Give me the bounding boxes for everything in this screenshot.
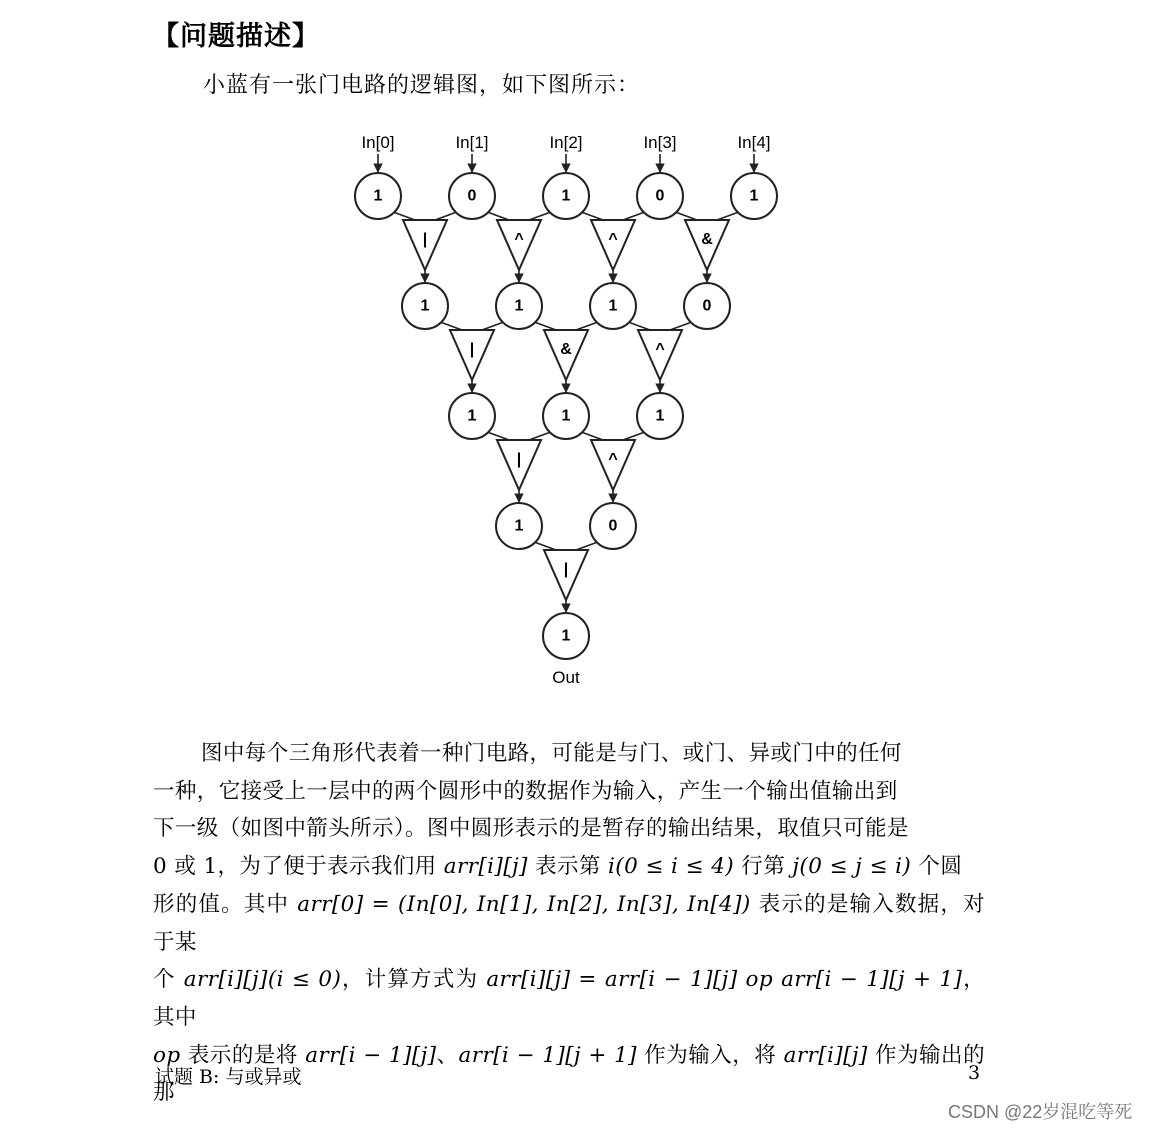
text-segment: ，计算方式为 bbox=[341, 967, 487, 993]
text-segment: 表示的是将 bbox=[180, 1042, 306, 1068]
input-label: In[1] bbox=[455, 133, 489, 152]
text-segment: 、 bbox=[436, 1042, 459, 1068]
value-node bbox=[543, 613, 589, 659]
math-arr0-def: arr[0] = (In[0], In[1], In[2], In[3], In[4]) bbox=[297, 891, 751, 917]
math-right-input: arr[i − 1][j + 1] bbox=[458, 1042, 637, 1068]
svg-text:&: & bbox=[560, 341, 572, 358]
gate-input-wire bbox=[536, 323, 556, 330]
gate-input-wire bbox=[576, 323, 596, 330]
svg-text:1: 1 bbox=[467, 407, 477, 425]
value-node bbox=[496, 283, 542, 329]
gate-input-wire bbox=[529, 433, 549, 440]
logic-gate-svg bbox=[320, 120, 820, 700]
input-label: In[4] bbox=[737, 133, 771, 152]
problem-description bbox=[153, 735, 985, 1112]
math-i-range: i(0 ≤ i ≤ 4) bbox=[608, 854, 735, 880]
svg-text:^: ^ bbox=[608, 231, 618, 248]
input-label: In[0] bbox=[361, 133, 395, 152]
svg-text:|: | bbox=[422, 231, 428, 248]
gate-input-wire bbox=[583, 433, 603, 440]
svg-text:1: 1 bbox=[608, 297, 618, 315]
gate-input-wire bbox=[536, 543, 556, 550]
body-line-2: 一种，它接受上一层中的两个圆形中的数据作为输入，产生一个输出值输出到 bbox=[153, 778, 898, 804]
gate-input-wire bbox=[489, 433, 509, 440]
value-node bbox=[402, 283, 448, 329]
text-segment: 个 bbox=[153, 967, 184, 993]
text-segment: 表示第 bbox=[527, 854, 609, 880]
svg-text:1: 1 bbox=[373, 187, 383, 205]
output-label: Out bbox=[552, 668, 580, 687]
gate-input-wire bbox=[529, 213, 549, 220]
value-node bbox=[449, 393, 495, 439]
svg-text:^: ^ bbox=[655, 341, 665, 358]
logic-gate bbox=[591, 220, 635, 270]
gate-input-wire bbox=[435, 213, 455, 220]
svg-text:1: 1 bbox=[561, 407, 571, 425]
logic-gate bbox=[450, 330, 494, 380]
svg-text:&: & bbox=[701, 231, 713, 248]
logic-gate bbox=[403, 220, 447, 270]
math-output: arr[i][j] bbox=[783, 1042, 868, 1068]
text-segment: 0 或 1，为了便于表示我们用 bbox=[153, 854, 444, 880]
text-segment: 表示的是输入数据，对于某 bbox=[153, 891, 985, 955]
logic-gate-diagram bbox=[320, 120, 820, 700]
value-node bbox=[684, 283, 730, 329]
logic-gate bbox=[544, 330, 588, 380]
body-line-1: 图中每个三角形代表着一种门电路，可能是与门、或门、异或门中的任何 bbox=[201, 741, 902, 766]
gate-input-wire bbox=[677, 213, 697, 220]
svg-text:1: 1 bbox=[749, 187, 759, 205]
logic-gate bbox=[685, 220, 729, 270]
text-segment: ，其中 bbox=[153, 967, 986, 1030]
gate-input-wire bbox=[395, 213, 415, 220]
gate-input-wire bbox=[442, 323, 462, 330]
text-segment: 行第 bbox=[734, 854, 793, 880]
value-node bbox=[449, 173, 495, 219]
value-node bbox=[355, 173, 401, 219]
svg-text:1: 1 bbox=[561, 627, 571, 645]
gate-input-wire bbox=[489, 213, 509, 220]
math-arr-condition: arr[i][j](i ≤ 0) bbox=[183, 967, 342, 993]
logic-gate bbox=[497, 440, 541, 490]
value-node bbox=[543, 173, 589, 219]
svg-text:|: | bbox=[469, 341, 475, 358]
math-op: op bbox=[153, 1042, 181, 1068]
gate-input-wire bbox=[482, 323, 502, 330]
logic-gate bbox=[497, 220, 541, 270]
svg-text:0: 0 bbox=[467, 187, 477, 205]
svg-text:|: | bbox=[516, 451, 522, 468]
page-number: 3 bbox=[968, 1062, 981, 1084]
body-line-4 bbox=[153, 848, 985, 886]
svg-text:1: 1 bbox=[420, 297, 430, 315]
math-j-range: j(0 ≤ j ≤ i) bbox=[792, 854, 912, 880]
svg-text:^: ^ bbox=[514, 231, 524, 248]
intro-sentence: 小蓝有一张门电路的逻辑图，如下图所示： bbox=[203, 73, 641, 98]
text-segment: 作为输出的那 bbox=[153, 1042, 985, 1106]
text-segment: 个圆 bbox=[911, 854, 963, 880]
gate-input-wire bbox=[623, 213, 643, 220]
body-line-5 bbox=[153, 886, 985, 961]
value-node bbox=[590, 283, 636, 329]
body-line-6 bbox=[153, 961, 985, 1036]
watermark: CSDN @22岁混吃等死 bbox=[948, 1102, 1133, 1122]
math-left-input: arr[i − 1][j] bbox=[305, 1042, 437, 1068]
gate-input-wire bbox=[583, 213, 603, 220]
logic-gate bbox=[544, 550, 588, 600]
math-recurrence: arr[i][j] = arr[i − 1][j] op arr[i − 1][j + 1] bbox=[486, 967, 963, 993]
logic-gate bbox=[591, 440, 635, 490]
svg-text:1: 1 bbox=[514, 517, 524, 535]
svg-text:1: 1 bbox=[561, 187, 571, 205]
value-node bbox=[590, 503, 636, 549]
text-segment: 形的值。其中 bbox=[153, 891, 298, 917]
svg-text:1: 1 bbox=[655, 407, 665, 425]
svg-text:^: ^ bbox=[608, 451, 618, 468]
section-heading: 【问题描述】 bbox=[152, 21, 320, 52]
gate-input-wire bbox=[623, 433, 643, 440]
gate-input-wire bbox=[717, 213, 737, 220]
text-segment: 作为输入，将 bbox=[636, 1042, 784, 1068]
gate-input-wire bbox=[630, 323, 650, 330]
svg-text:0: 0 bbox=[655, 187, 665, 205]
svg-text:0: 0 bbox=[608, 517, 618, 535]
gate-input-wire bbox=[576, 543, 596, 550]
svg-text:|: | bbox=[563, 561, 569, 578]
value-node bbox=[543, 393, 589, 439]
svg-text:0: 0 bbox=[702, 297, 712, 315]
footer-title: 试题 B: 与或异或 bbox=[155, 1066, 302, 1088]
math-arr-ij: arr[i][j] bbox=[443, 854, 528, 880]
value-node bbox=[637, 173, 683, 219]
logic-gate bbox=[638, 330, 682, 380]
svg-text:1: 1 bbox=[514, 297, 524, 315]
gate-input-wire bbox=[670, 323, 690, 330]
value-node bbox=[496, 503, 542, 549]
body-line-3: 下一级（如图中箭头所示）。图中圆形表示的是暂存的输出结果，取值只可能是 bbox=[153, 816, 909, 842]
value-node bbox=[637, 393, 683, 439]
input-label: In[2] bbox=[549, 133, 583, 152]
value-node bbox=[731, 173, 777, 219]
input-label: In[3] bbox=[643, 133, 677, 152]
